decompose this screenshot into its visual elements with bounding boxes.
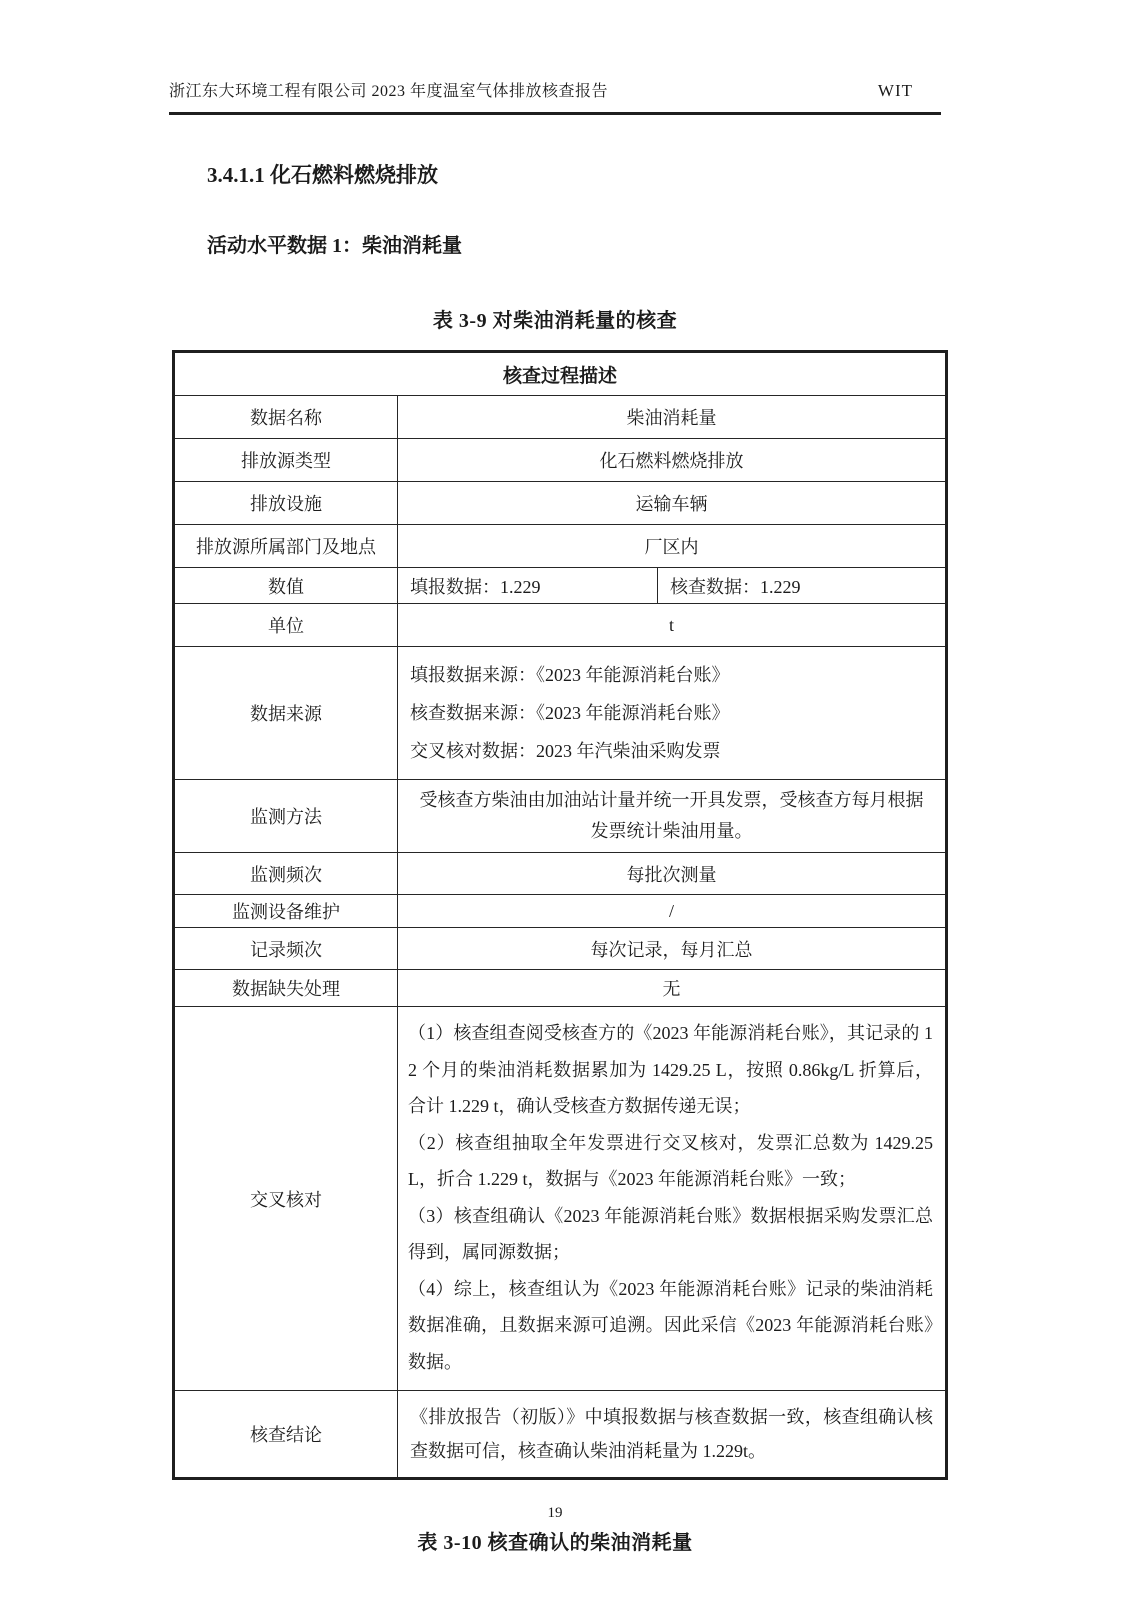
row-label: 记录频次 — [174, 928, 398, 970]
section-heading: 3.4.1.1 化石燃料燃烧排放 — [207, 163, 438, 187]
cross-check-paragraph: （4）综上，核查组认为《2023 年能源消耗台账》记录的柴油消耗数据准确，且数据来源可追溯。因此采信《2023 年能源消耗台账》数据。 — [408, 1278, 934, 1372]
cross-check-cell — [398, 1007, 947, 1391]
report-title: 浙江东大环境工程有限公司 2023 年度温室气体排放核查报告 — [169, 83, 609, 100]
conclusion-row — [174, 1391, 947, 1479]
table-row — [174, 604, 947, 647]
table-row — [174, 853, 947, 895]
table-row — [174, 525, 947, 568]
page-header — [169, 78, 941, 115]
table-3-10-caption: 表 3-10 核查确认的柴油消耗量 — [417, 1532, 693, 1554]
row-label: 排放设施 — [174, 482, 398, 525]
row-label: 单位 — [174, 604, 398, 647]
row-label: 监测方法 — [174, 780, 398, 853]
row-label: 排放源类型 — [174, 439, 398, 482]
table-row — [174, 439, 947, 482]
row-label: 交叉核对 — [174, 1007, 398, 1391]
monitoring-method-cell: 受核查方柴油由加油站计量并统一开具发票，受核查方每月根据发票统计柴油用量。 — [398, 780, 947, 853]
table-row — [174, 396, 947, 439]
table-header-cell: 核查过程描述 — [174, 352, 947, 396]
header-logo-text: WIT — [877, 81, 913, 100]
table-row — [174, 482, 947, 525]
data-source-row — [174, 647, 947, 780]
row-label: 数据缺失处理 — [174, 970, 398, 1007]
row-label: 监测频次 — [174, 853, 398, 895]
row-value: 每批次测量 — [398, 853, 947, 895]
verification-table — [172, 350, 948, 1480]
row-value: 柴油消耗量 — [398, 396, 947, 439]
conclusion-cell: 《排放报告（初版）》中填报数据与核查数据一致，核查组确认核查数据可信，核查确认柴油消耗量为 1.229t。 — [398, 1391, 947, 1479]
cross-check-paragraph: （1）核查组查阅受核查方的《2023 年能源消耗台账》，其记录的 12 个月的柴油消耗数据累加为 1429.25 L，按照 0.86kg/L 折算后，合计 1.229 t，确认受核查方数据传递无误； — [408, 1023, 934, 1116]
source-line: 填报数据来源：《2023 年能源消耗台账》 — [410, 665, 730, 685]
numeric-value-row — [174, 568, 947, 604]
row-value: 化石燃料燃烧排放 — [398, 439, 947, 482]
reported-value-cell: 填报数据：1.229 — [398, 568, 658, 604]
data-source-cell — [398, 647, 947, 780]
source-line: 交叉核对数据：2023 年汽柴油采购发票 — [410, 741, 721, 761]
cross-check-paragraph: （2）核查组抽取全年发票进行交叉核对，发票汇总数为 1429.25 L，折合 1.229 t，数据与《2023 年能源消耗台账》一致； — [408, 1132, 934, 1189]
verified-value-cell: 核查数据：1.229 — [658, 568, 947, 604]
unit-value-cell: t — [398, 604, 947, 647]
table-header-row — [174, 352, 947, 396]
cross-check-paragraph: （3）核查组确认《2023 年能源消耗台账》数据根据采购发票汇总得到，属同源数据； — [408, 1205, 934, 1262]
row-label: 核查结论 — [174, 1391, 398, 1479]
row-label: 数据来源 — [174, 647, 398, 780]
row-label: 排放源所属部门及地点 — [174, 525, 398, 568]
row-value: 每次记录，每月汇总 — [398, 928, 947, 970]
source-line: 核查数据来源：《2023 年能源消耗台账》 — [410, 703, 730, 723]
activity-data-heading: 活动水平数据 1：柴油消耗量 — [207, 235, 462, 257]
row-label: 数据名称 — [174, 396, 398, 439]
cross-check-row — [174, 1007, 947, 1391]
row-label: 监测设备维护 — [174, 895, 398, 928]
monitoring-method-row — [174, 780, 947, 853]
page-number: 19 — [547, 1505, 563, 1521]
row-label: 数值 — [174, 568, 398, 604]
row-value: / — [398, 895, 947, 928]
row-value: 厂区内 — [398, 525, 947, 568]
table-row — [174, 970, 947, 1007]
table-row — [174, 928, 947, 970]
table-3-9-caption: 表 3-9 对柴油消耗量的核查 — [432, 310, 678, 332]
row-value: 无 — [398, 970, 947, 1007]
table-row — [174, 895, 947, 928]
row-value: 运输车辆 — [398, 482, 947, 525]
